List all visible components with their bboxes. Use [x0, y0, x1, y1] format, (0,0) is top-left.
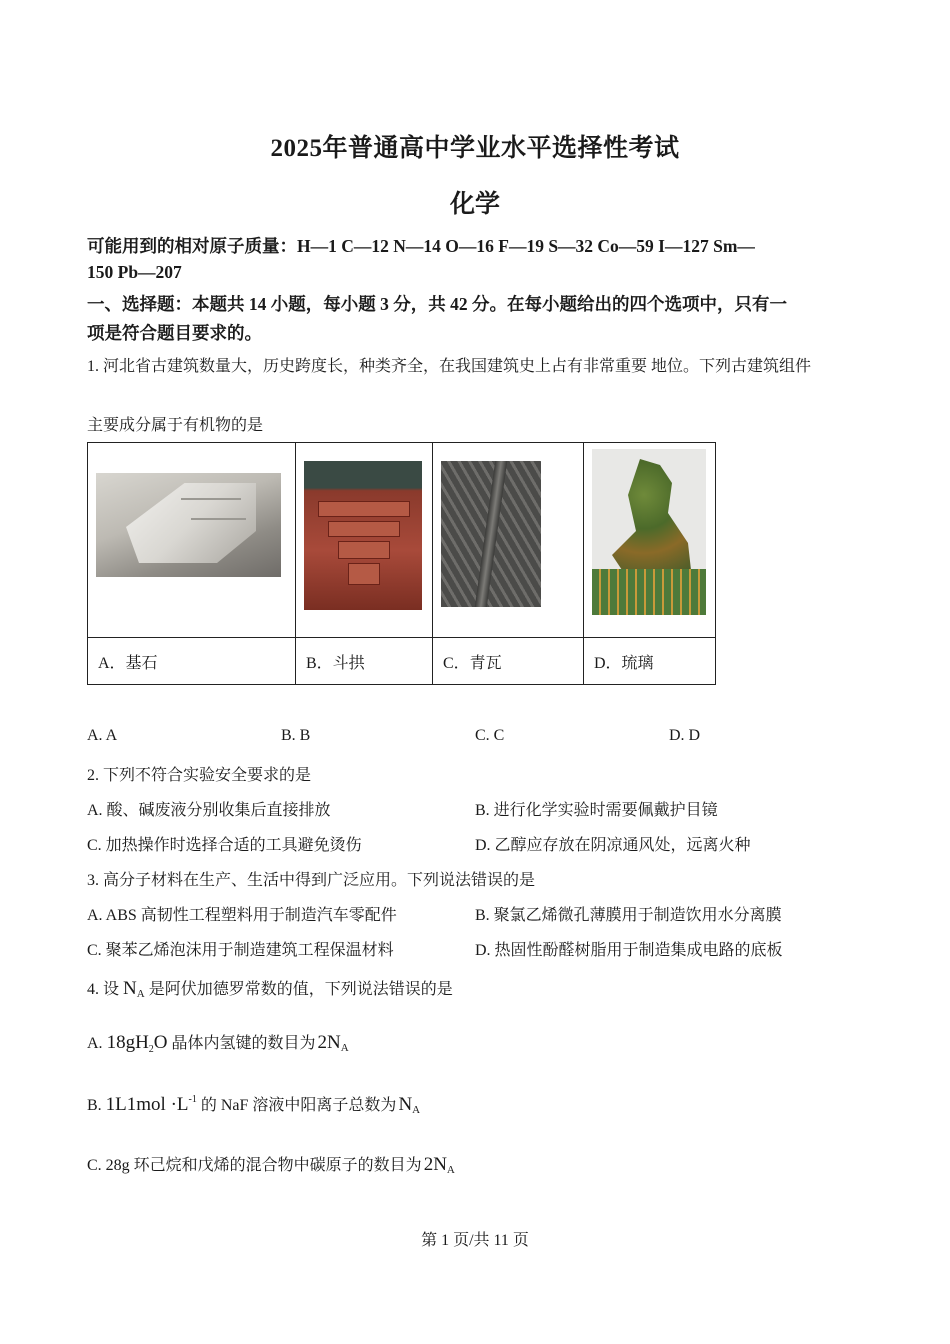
- table-label-a: A．基石: [88, 638, 296, 685]
- atomic-masses-line2: 150 Pb—207: [87, 262, 182, 282]
- q1-stem-line2: 主要成分属于有机物的是: [87, 417, 264, 434]
- table-cell-image-c: [433, 443, 584, 638]
- q1-option-c: C. C: [475, 727, 505, 744]
- q4-option-c: C. 28g 环己烷和戊烯的混合物中碳原子的数目为 2NA: [87, 1154, 455, 1176]
- grey-tile-photo: [441, 461, 541, 607]
- table-label-c: C．青瓦: [433, 638, 584, 685]
- table-label-d: D．琉璃: [584, 638, 716, 685]
- q4-option-a: A. $18gH_2O$ 晶体内氢键的数目为 2NA: [87, 1032, 349, 1055]
- page-footer: 第 1 页/共 11 页: [421, 1232, 529, 1249]
- q1-option-b: B. B: [281, 727, 311, 744]
- q1-stem-line1: 1. 河北省古建筑数量大，历史跨度长，种类齐全，在我国建筑史上占有非常重要 地位。下列古建筑组件: [87, 358, 812, 375]
- atomic-masses-line1: 可能用到的相对原子质量：H—1 C—12 N—14 O—16 F—19 S—32 Co—59 I—127 Sm—: [87, 236, 755, 256]
- table-cell-image-a: [88, 443, 296, 638]
- glazed-ornament-photo: [592, 449, 706, 615]
- subject-title: 化学: [449, 191, 500, 218]
- q3-option-c: C. 聚苯乙烯泡沫用于制造建筑工程保温材料: [87, 942, 394, 959]
- q3-option-b: B. 聚氯乙烯微孔薄膜用于制造饮用水分离膜: [475, 907, 782, 924]
- exam-title: 2025年普通高中学业水平选择性考试: [270, 135, 680, 162]
- q2-option-c: C. 加热操作时选择合适的工具避免烫伤: [87, 837, 362, 854]
- q3-option-a: A. ABS 高韧性工程塑料用于制造汽车零配件: [87, 907, 397, 924]
- table-cell-image-b: [296, 443, 433, 638]
- section-heading-line2: 项是符合题目要求的。: [87, 323, 262, 343]
- stone-base-photo: [96, 473, 281, 577]
- section-heading-line1: 一、选择题：本题共 14 小题，每小题 3 分，共 42 分。在每小题给出的四个选项中，只有一: [87, 294, 787, 314]
- table-label-b: B．斗拱: [296, 638, 433, 685]
- q2-stem: 2. 下列不符合实验安全要求的是: [87, 767, 312, 784]
- q2-option-d: D. 乙醇应存放在阴凉通风处，远离火种: [475, 837, 751, 854]
- q1-option-a: A. A: [87, 727, 118, 744]
- q1-option-d: D. D: [669, 727, 701, 744]
- q3-stem: 3. 高分子材料在生产、生活中得到广泛应用。下列说法错误的是: [87, 872, 536, 889]
- q2-option-a: A. 酸、碱废液分别收集后直接排放: [87, 802, 331, 819]
- q1-image-table: [87, 442, 716, 685]
- dougong-bracket-photo: [304, 461, 422, 610]
- q4-option-b: B. $1L1mol \cdot L^{-1}$ 的 NaF 溶液中阳离子总数为 NA: [87, 1094, 421, 1116]
- q4-stem: 4. 设 NA 是阿伏加德罗常数的值，下列说法错误的是: [87, 978, 453, 1000]
- q2-option-b: B. 进行化学实验时需要佩戴护目镜: [475, 802, 718, 819]
- table-cell-image-d: [584, 443, 716, 638]
- q3-option-d: D. 热固性酚醛树脂用于制造集成电路的底板: [475, 942, 783, 959]
